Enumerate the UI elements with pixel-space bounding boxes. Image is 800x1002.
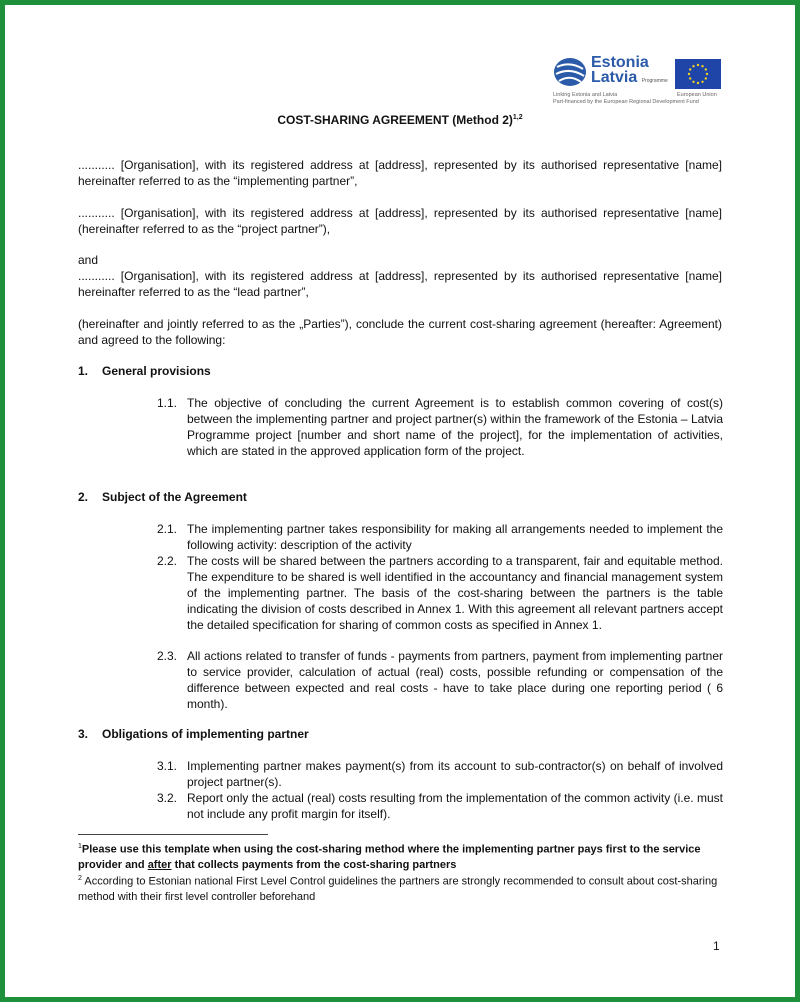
clause-number: 2.1. (157, 522, 178, 536)
page-number: 1 (713, 939, 720, 953)
programme-name (591, 55, 668, 89)
section-heading (78, 363, 211, 379)
logo-tagline-2: Part-financed by the European Regional Development Fund (553, 99, 699, 105)
footnote-2-mark: 2 (78, 875, 82, 882)
section-number: 3. (78, 727, 89, 741)
programme-logo-icon (553, 57, 587, 87)
section-title: Obligations of implementing partner (102, 727, 309, 741)
clause-item (157, 395, 723, 459)
logo-tagline-1: Linking Estonia and Latvia (553, 92, 618, 98)
clause-text: The implementing partner takes responsibility for making all arrangements needed to implement the following activity: description of the activity (187, 522, 723, 552)
clause-text: Report only the actual (real) costs resulting from the implementation of the common activity (i.e. must not include any profit margin for itself). (187, 791, 723, 821)
footnote-1-mark: 1 (78, 843, 82, 850)
logo-name-line2: Latvia (591, 69, 638, 86)
clause-text: Implementing partner makes payment(s) from its account to sub-contractor(s) on behalf of involved project partner(s). (187, 759, 723, 789)
header-logos (551, 55, 751, 111)
clause-number: 2.3. (157, 649, 178, 663)
clause-item (157, 553, 723, 633)
title-footnote-marks: 1,2 (512, 114, 523, 121)
clause-number: 3.1. (157, 759, 178, 773)
clause-number: 3.2. (157, 791, 178, 805)
clause-text: The objective of concluding the current Agreement is to establish common covering of cost(s) between the implementing partner and project partner(s) within the framework of the Estonia – Latvia Programme project [number and short name of the project], for the implementation of activities, which are stated in the approved application form of the project. (187, 396, 723, 458)
logo-programme: Programme (641, 78, 668, 84)
footnote-1-text-a: Please use this template when using the cost-sharing method where the implementing partner pays first to the service provider and (78, 843, 701, 871)
section-heading (78, 489, 247, 505)
section-title: Subject of the Agreement (102, 490, 247, 504)
clause-text: The costs will be shared between the partners according to a transparent, fair and equitable method. The expenditure to be shared is well identified in the accountancy and financial management system of the implementing partner. The basis of the cost-sharing between the partners is the table indicating the division of costs described in Annex 1. With this agreement all relevant partners accept the detailed specification for sharing of common costs as specified in Annex 1. (187, 554, 723, 632)
footnote-1-text-b: that collects payments from the cost-sharing partners (171, 858, 457, 871)
section-number: 1. (78, 364, 89, 378)
footnote-separator (78, 834, 268, 835)
footnote-2 (78, 871, 728, 905)
parties-conclusion: (hereinafter and jointly referred to as the „Parties”), conclude the current cost-sharing agreement (hereafter: Agreement) and agreed to the following: (78, 317, 722, 347)
clause-item (157, 758, 723, 790)
section-title: General provisions (102, 364, 211, 378)
title-text: COST-SHARING AGREEMENT (Method 2) (277, 113, 513, 127)
clause-text: All actions related to transfer of funds - payments from partners, payment from implementing partner to service provider, calculation of actual (real) costs, possible refunding or compensation of the difference between expected and real costs - have to take place during one reporting period ( 6 month). (187, 649, 723, 711)
party-project-partner: ........... [Organisation], with its registered address at [address], represented by its authorised representative [name] (hereinafter referred to as the “project partner”), (78, 206, 722, 236)
section-heading (78, 726, 309, 742)
footnote-1 (78, 839, 728, 873)
eu-label: European Union (677, 92, 717, 98)
party-and: and (78, 253, 99, 267)
document-page (5, 5, 795, 997)
clause-number: 2.2. (157, 554, 178, 568)
footnote-2-text: According to Estonian national First Level Control guidelines the partners are strongly recommended to consult about cost-sharing method with their first level controller beforehand (78, 875, 718, 903)
party-lead-partner: ........... [Organisation], with its registered address at [address], represented by its authorised representative [name] hereinafter referred to as the “lead partner”, (78, 269, 722, 299)
section-number: 2. (78, 490, 89, 504)
clause-item (157, 648, 723, 712)
logo-name-line1: Estonia (591, 54, 649, 71)
page-title (5, 113, 795, 127)
party-implementing-partner: ........... [Organisation], with its registered address at [address], represented by its authorised representative [name] hereinafter referred to as the “implementing partner”, (78, 158, 722, 188)
clause-item (157, 521, 723, 553)
eu-flag-icon (675, 59, 721, 89)
footnote-1-after: after (147, 858, 172, 871)
clause-number: 1.1. (157, 396, 178, 410)
clause-item (157, 790, 723, 822)
